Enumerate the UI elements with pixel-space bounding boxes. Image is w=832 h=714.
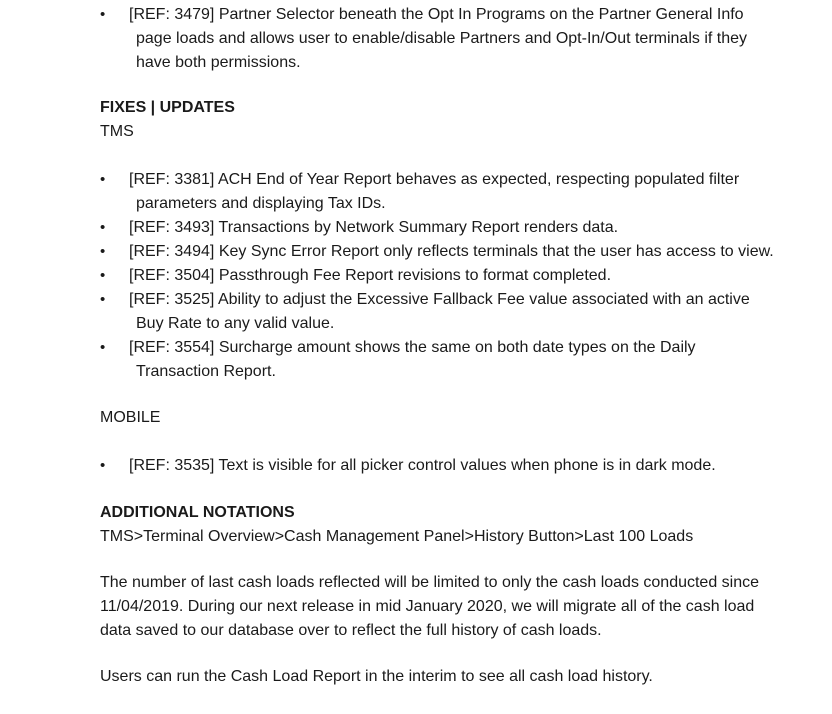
bullet-icon: •: [100, 457, 106, 474]
list-item-text: parameters and displaying Tax IDs.: [136, 195, 386, 212]
bullet-icon: •: [100, 339, 106, 356]
list-item-text: Transaction Report.: [136, 363, 276, 380]
paragraph-line: 11/04/2019. During our next release in mid January 2020, we will migrate all of the cash load: [100, 598, 755, 615]
section-heading-additional: ADDITIONAL NOTATIONS: [100, 504, 295, 521]
list-item-text: have both permissions.: [136, 54, 301, 71]
bullet-icon: •: [100, 219, 106, 236]
section-heading-fixes: FIXES | UPDATES: [100, 99, 235, 116]
list-item-text: [REF: 3535] Text is visible for all picker control values when phone is in dark mode.: [129, 457, 716, 474]
paragraph-line: The number of last cash loads reflected will be limited to only the cash loads conducted since: [100, 574, 760, 591]
list-item-text: [REF: 3493] Transactions by Network Summary Report renders data.: [129, 219, 619, 236]
paragraph-line: data saved to our database over to reflect the full history of cash loads.: [100, 622, 602, 639]
list-item-text: [REF: 3381] ACH End of Year Report behaves as expected, respecting populated filter: [129, 171, 740, 188]
list-item-text: [REF: 3479] Partner Selector beneath the Opt In Programs on the Partner General Info: [129, 6, 744, 23]
list-item-text: [REF: 3494] Key Sync Error Report only reflects terminals that the user has access to view.: [129, 243, 774, 260]
list-item-text: Buy Rate to any valid value.: [136, 315, 335, 332]
bullet-icon: •: [100, 291, 106, 308]
navigation-path-text: TMS>Terminal Overview>Cash Management Panel>History Button>Last 100 Loads: [100, 528, 694, 545]
bullet-icon: •: [100, 171, 106, 188]
list-item-text: [REF: 3504] Passthrough Fee Report revisions to format completed.: [129, 267, 612, 284]
bullet-icon: •: [100, 267, 106, 284]
list-item-text: page loads and allows user to enable/disable Partners and Opt-In/Out terminals if they: [136, 30, 748, 47]
subsection-label-mobile: MOBILE: [100, 409, 161, 426]
subsection-label-tms: TMS: [100, 123, 134, 140]
list-item-text: [REF: 3554] Surcharge amount shows the same on both date types on the Daily: [129, 339, 696, 356]
bullet-icon: •: [100, 243, 106, 260]
paragraph-line: Users can run the Cash Load Report in the interim to see all cash load history.: [100, 668, 653, 685]
bullet-icon: •: [100, 6, 106, 23]
list-item-text: [REF: 3525] Ability to adjust the Excessive Fallback Fee value associated with an active: [129, 291, 750, 308]
